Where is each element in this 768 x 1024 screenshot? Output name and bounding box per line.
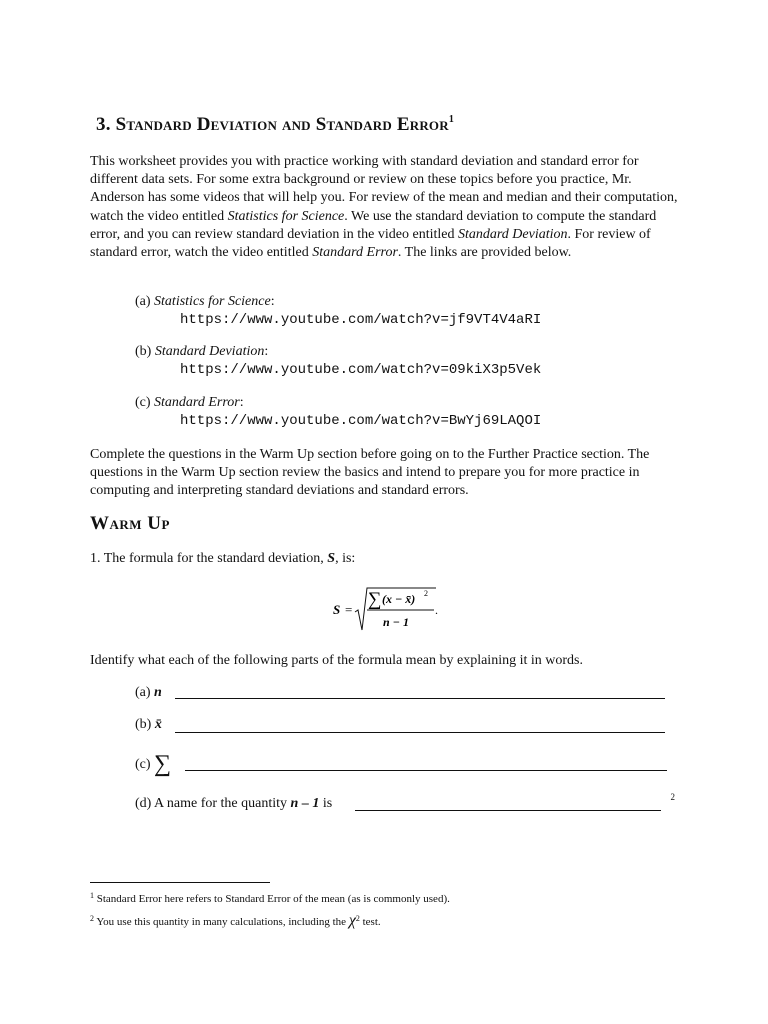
video-title-statistics: Statistics for Science: [227, 208, 345, 224]
footnote-ref-2: 2: [670, 792, 675, 802]
footnote-divider: [90, 882, 270, 883]
video-link-url[interactable]: https://www.youtube.com/watch?v=09kiX3p5Vek: [180, 362, 542, 378]
video-link-url[interactable]: https://www.youtube.com/watch?v=BwYj69LAQOI: [180, 413, 542, 429]
video-link-item: (a) Statistics for Science: https://www.youtube.com/watch?v=jf9VT4V4aRI: [135, 294, 542, 328]
formula-denominator: n − 1: [383, 615, 409, 629]
video-link-item: (b) Standard Deviation: https://www.youtube.com/watch?v=09kiX3p5Vek: [135, 344, 542, 378]
footnote-1: $^1$ Standard Error here refers to Standard Error of the mean (as is commonly used).: [90, 891, 450, 905]
intro-paragraph: This worksheet provides you with practice working with standard deviation and standard error for different data sets. For some extra background or review on these topics before you practice, Mr. Anderson has some videos that will help you. For review of the mean and median and their computation, watch the video entitled Statistics for Science. We use the standard deviation to compute the standard error, and you can review standard deviation in the video entitled Standard Deviation. For review of standard error, watch the video entitled Standard Error. The links are provided below.: [90, 154, 678, 261]
video-link-url[interactable]: https://www.youtube.com/watch?v=jf9VT4V4aRI: [180, 312, 542, 328]
svg-text:.: .: [435, 603, 438, 617]
answer-line-d[interactable]: [355, 810, 661, 811]
video-title-standard-error: Standard Error: [312, 245, 398, 261]
part-c: (c) ∑: [135, 751, 667, 775]
part-b: (b) x̄: [135, 717, 665, 735]
formula-numerator: (x − x̄): [382, 592, 416, 606]
footnote-ref-1: 1: [448, 114, 455, 125]
question-1: 1. The formula for the standard deviation, S, is:: [90, 551, 356, 566]
formula-sum-symbol: ∑: [368, 589, 382, 610]
answer-line-c[interactable]: [185, 770, 667, 771]
instructions-paragraph: Complete the questions in the Warm Up section before going on to the Further Practice section. The questions in the Warm Up section review the basics and intend to prepare you for more practice in computing and interpreting standard deviations and standard errors.: [90, 447, 650, 499]
part-d: (d) A name for the quantity n – 1 is 2: [135, 792, 675, 811]
footnote-2: $^2$ You use this quantity in many calculations, including the $\chi^2$ test.: [90, 912, 381, 929]
identify-prompt: Identify what each of the following parts of the formula mean by explaining it in words.: [90, 653, 583, 668]
part-a: (a) n: [135, 685, 665, 703]
answer-line-b[interactable]: [175, 732, 665, 733]
video-link-item: (c) Standard Error: https://www.youtube.com/watch?v=BwYj69LAQOI: [135, 395, 542, 429]
page-title: 3. Standard Deviation and Standard Error$^1$: [96, 114, 455, 135]
formula-exponent: 2: [424, 589, 428, 598]
chi-symbol: χ: [348, 912, 356, 929]
formula-lhs: S: [333, 602, 341, 617]
answer-line-a[interactable]: [175, 698, 665, 699]
video-title-standard-deviation: Standard Deviation: [457, 226, 568, 242]
standard-deviation-formula: [331, 584, 451, 636]
formula-equals: =: [345, 602, 353, 617]
section-heading-warm-up: Warm Up: [90, 513, 170, 534]
